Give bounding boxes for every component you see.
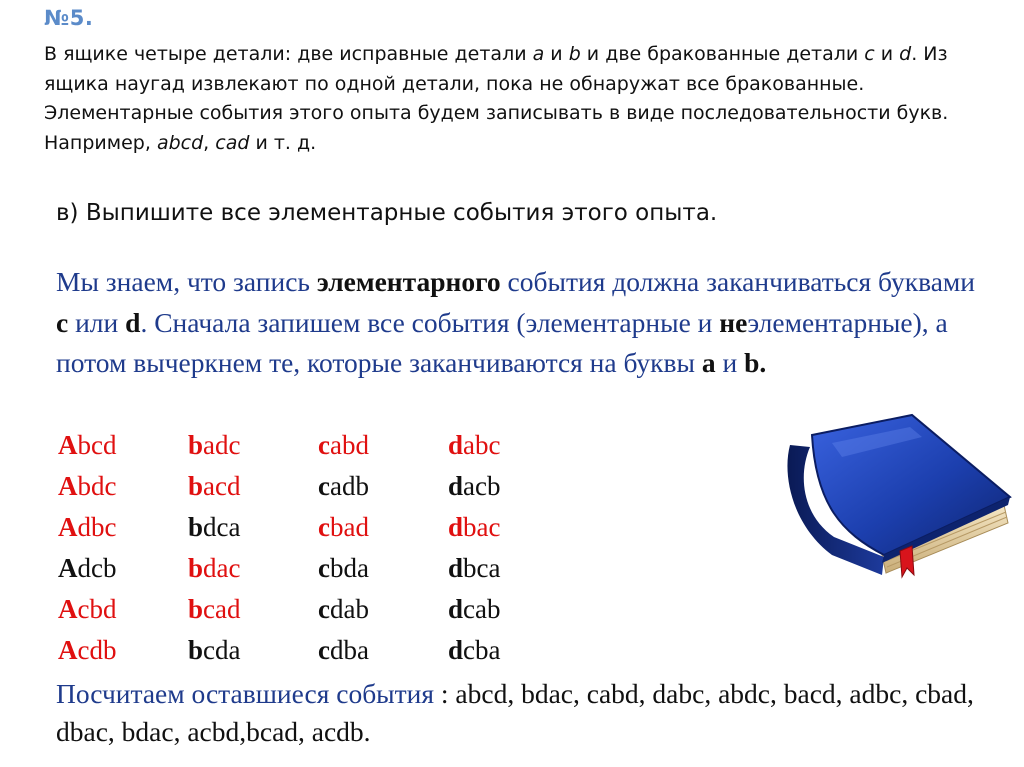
permutation-first-letter: A — [58, 430, 78, 460]
permutation-cell — [188, 630, 318, 671]
permutation-first-letter: A — [58, 635, 78, 665]
permutation-rest: bda — [329, 553, 369, 583]
permutation-first-letter: b — [188, 594, 204, 624]
permutation-grid — [58, 425, 578, 671]
permutation-rest: bcd — [77, 430, 117, 460]
permutation-rest: acd — [203, 471, 241, 501]
permutation-first-letter: A — [58, 553, 78, 583]
permutation-first-letter: A — [58, 471, 78, 501]
permutation-rest: bac — [463, 512, 501, 542]
permutation-first-letter: b — [188, 635, 204, 665]
explain-part: . Сначала запишем все события (элементарные и — [140, 306, 720, 338]
permutation-first-letter: b — [188, 430, 204, 460]
permutation-rest: abd — [329, 430, 369, 460]
task-part: и — [544, 43, 569, 65]
permutation-rest: cdb — [77, 635, 117, 665]
permutation-cell — [448, 425, 578, 466]
count-text — [56, 675, 986, 751]
explain-part: или — [68, 306, 126, 338]
explain-bold: не — [719, 306, 748, 338]
permutation-rest: bad — [329, 512, 369, 542]
slide-title: №5. — [44, 6, 94, 30]
permutation-cell — [448, 589, 578, 630]
permutation-first-letter: c — [318, 553, 330, 583]
permutation-cell — [318, 507, 448, 548]
permutation-row — [58, 425, 578, 466]
task-example: cad — [215, 131, 250, 154]
permutation-row — [58, 466, 578, 507]
permutation-rest: bca — [463, 553, 501, 583]
permutation-cell — [188, 589, 318, 630]
permutation-cell — [58, 466, 188, 507]
permutation-rest: dba — [329, 635, 369, 665]
permutation-rest: adc — [203, 430, 241, 460]
permutation-cell — [448, 466, 578, 507]
count-list: : abcd, bdac, cabd, dabc, abdc, bacd, adbc, cbad, dbac, bdac, acbd,bcad, acdb. — [56, 678, 974, 747]
explain-bold: b. — [744, 347, 767, 378]
permutation-first-letter: d — [448, 471, 464, 501]
permutation-first-letter: c — [318, 471, 330, 501]
explain-bold: элементарного — [316, 266, 501, 297]
permutation-row — [58, 548, 578, 589]
permutation-first-letter: A — [58, 512, 78, 542]
task-part: . Из ящика наугад извлекают по одной детали, пока не обнаружат все бракованные. Элементарные события этого опыта будем записывать в виде последовательности букв. Например, — [44, 43, 949, 154]
question-text: в) Выпишите все элементарные события этого опыта. — [56, 200, 718, 226]
permutation-first-letter: d — [448, 553, 464, 583]
task-part: , — [203, 131, 216, 154]
permutation-first-letter: c — [318, 594, 330, 624]
permutation-row — [58, 507, 578, 548]
permutation-cell — [448, 630, 578, 671]
explain-part: Мы знаем, что запись — [56, 266, 317, 297]
permutation-rest: dcb — [77, 553, 117, 583]
permutation-rest: cad — [203, 594, 241, 624]
explain-bold: d — [125, 306, 141, 338]
task-letter-c: c — [864, 43, 875, 65]
permutation-cell — [448, 507, 578, 548]
explain-bold: c — [56, 306, 69, 338]
permutation-rest: dbc — [77, 512, 117, 542]
explain-part: события должна заканчиваться буквами — [500, 266, 976, 297]
task-part: В ящике четыре детали: две исправные детали — [44, 43, 533, 65]
permutation-rest: abc — [463, 430, 501, 460]
permutation-cell — [58, 425, 188, 466]
permutation-cell — [188, 548, 318, 589]
permutation-rest: cbd — [77, 594, 117, 624]
permutation-rest: acb — [463, 471, 501, 501]
permutation-cell — [188, 466, 318, 507]
permutation-first-letter: A — [58, 594, 78, 624]
permutation-cell — [318, 589, 448, 630]
explain-part: элементарные), а потом вычеркнем те, которые заканчиваются на буквы — [56, 306, 948, 378]
permutation-first-letter: b — [188, 471, 204, 501]
task-part: и т. д. — [249, 131, 317, 154]
explain-bold: a — [701, 347, 716, 378]
permutation-first-letter: b — [188, 553, 204, 583]
permutation-cell — [58, 630, 188, 671]
permutation-cell — [58, 548, 188, 589]
permutation-cell — [58, 507, 188, 548]
permutation-cell — [448, 548, 578, 589]
permutation-rest: cba — [463, 635, 501, 665]
permutation-row — [58, 630, 578, 671]
permutation-first-letter: d — [448, 594, 464, 624]
explain-part: и — [715, 347, 745, 378]
explanation-text — [56, 262, 986, 384]
permutation-rest: bdc — [77, 471, 117, 501]
permutation-cell — [318, 466, 448, 507]
permutation-rest: cab — [463, 594, 501, 624]
permutation-first-letter: c — [318, 635, 330, 665]
permutation-rest: dac — [203, 553, 241, 583]
count-lead: Посчитаем оставшиеся события — [56, 678, 435, 709]
permutation-rest: dca — [203, 512, 241, 542]
task-part: и — [874, 43, 900, 65]
permutation-first-letter: d — [448, 430, 464, 460]
task-part: и две бракованные детали — [580, 43, 865, 65]
permutation-cell — [318, 630, 448, 671]
task-text — [44, 40, 964, 158]
task-example: abcd — [156, 131, 204, 154]
task-letter-b: b — [568, 43, 581, 65]
task-letter-a: a — [532, 43, 545, 65]
permutation-rest: cda — [203, 635, 241, 665]
permutation-first-letter: b — [188, 512, 204, 542]
permutation-first-letter: d — [448, 512, 464, 542]
task-letter-d: d — [899, 43, 912, 65]
permutation-first-letter: c — [318, 512, 330, 542]
book-icon — [772, 405, 1024, 585]
permutation-row — [58, 589, 578, 630]
permutation-cell — [318, 425, 448, 466]
permutation-first-letter: d — [448, 635, 464, 665]
permutation-first-letter: c — [318, 430, 330, 460]
permutation-cell — [318, 548, 448, 589]
permutation-rest: dab — [329, 594, 369, 624]
permutation-cell — [188, 425, 318, 466]
permutation-cell — [58, 589, 188, 630]
permutation-cell — [188, 507, 318, 548]
permutation-rest: adb — [329, 471, 369, 501]
